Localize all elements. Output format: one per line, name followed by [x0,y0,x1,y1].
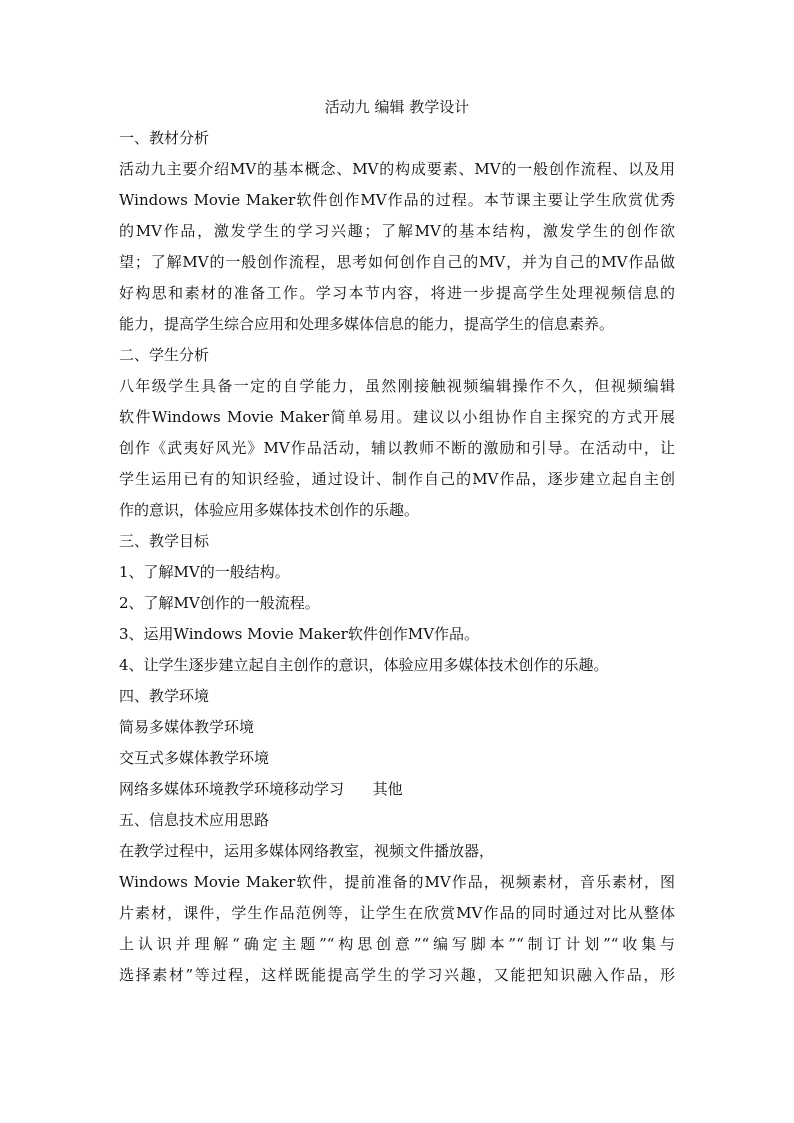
paragraph-line: 软件Windows Movie Maker简单易用。建议以小组协作自主探究的方式开展 [119,408,675,426]
paragraph-line: 片素材，课件，学生作品范例等，让学生在欣赏MV作品的同时通过对比从整体 [119,904,675,922]
section-heading-materials: 一、教材分析 [119,129,210,147]
section-heading-goals: 三、教学目标 [119,532,210,550]
list-item: 4、让学生逐步建立起自主创作的意识，体验应用多媒体技术创作的乐趣。 [119,656,609,674]
paragraph-line: 上认识并理解“确定主题”“构思创意”“编写脚本”“制订计划”“收集与 [119,935,675,953]
paragraph-line: 好构思和素材的准备工作。学习本节内容，将进一步提高学生处理视频信息的 [119,284,675,302]
paragraph-line: 能力，提高学生综合应用和处理多媒体信息的能力，提高学生的信息素养。 [119,315,615,333]
paragraph-line: Windows Movie Maker软件创作MV作品的过程。本节课主要让学生欣赏优秀 [119,191,675,209]
list-item: 简易多媒体教学环境 [119,718,255,736]
section-heading-it-approach: 五、信息技术应用思路 [119,811,270,829]
list-item: 网络多媒体环境教学环境移动学习 其他 [119,780,403,798]
list-item: 2、了解MV创作的一般流程。 [119,594,320,612]
paragraph-line: 在教学过程中，运用多媒体网络教室，视频文件播放器， [119,842,495,860]
paragraph-line: 望；了解MV的一般创作流程，思考如何创作自己的MV，并为自己的MV作品做 [119,253,675,271]
section-heading-environment: 四、教学环境 [119,687,210,705]
paragraph-line: 作的意识，体验应用多媒体技术创作的乐趣。 [119,501,420,519]
paragraph-line: 活动九主要介绍MV的基本概念、MV的构成要素、MV的一般创作流程、以及用 [119,160,675,178]
paragraph-line: 创作《武夷好风光》MV作品活动，辅以教师不断的激励和引导。在活动中，让 [119,439,675,457]
list-item: 1、了解MV的一般结构。 [119,563,290,581]
paragraph-line: 选择素材”等过程，这样既能提高学生的学习兴趣，又能把知识融入作品，形 [119,966,675,984]
list-item: 交互式多媒体教学环境 [119,749,270,767]
paragraph-line: Windows Movie Maker软件，提前准备的MV作品，视频素材，音乐素材，图 [119,873,675,891]
paragraph-line: 学生运用已有的知识经验，通过设计、制作自己的MV作品，逐步建立起自主创 [119,470,675,488]
document-title: 活动九 编辑 教学设计 [324,98,470,116]
document-body [119,92,675,991]
list-item: 3、运用Windows Movie Maker软件创作MV作品。 [119,625,480,643]
section-heading-students: 二、学生分析 [119,346,210,364]
paragraph-line: 的MV作品，激发学生的学习兴趣；了解MV的基本结构，激发学生的创作欲 [119,222,675,240]
paragraph-line: 八年级学生具备一定的自学能力，虽然刚接触视频编辑操作不久，但视频编辑 [119,377,675,395]
